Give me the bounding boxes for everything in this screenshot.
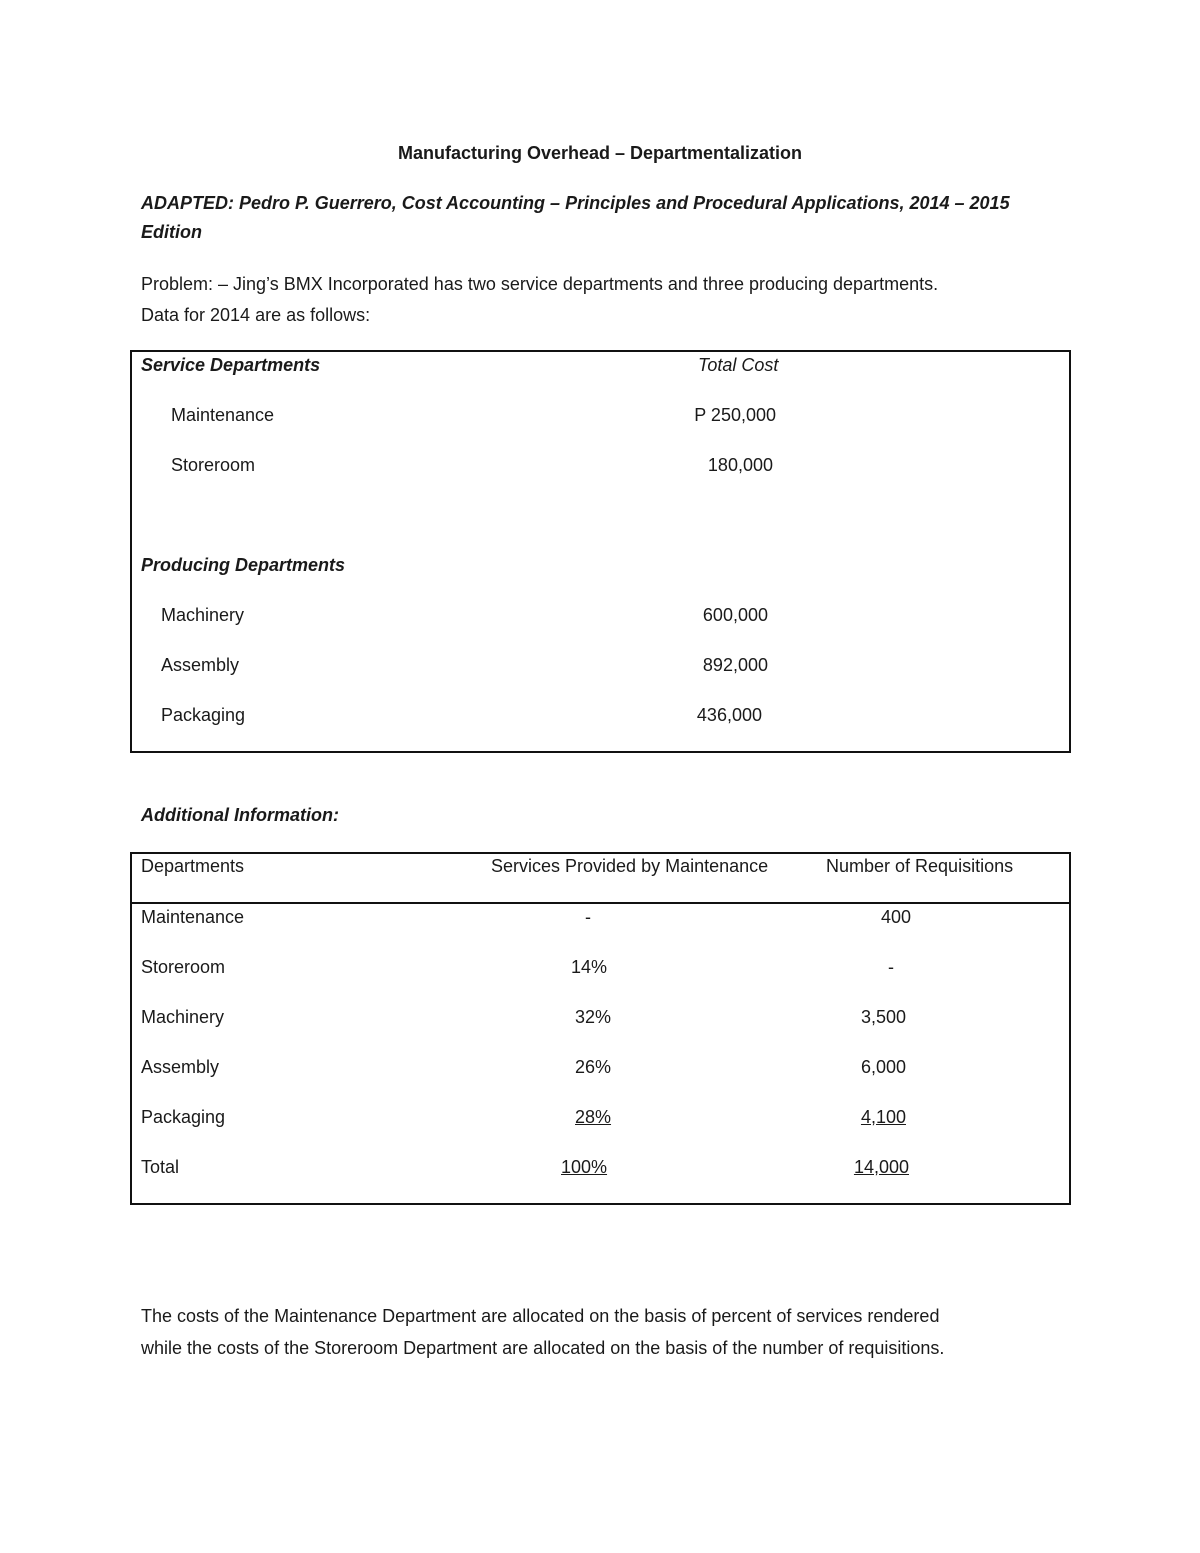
info-row-requisitions: 14,000 <box>853 1157 909 1177</box>
info-header-requisitions: Number of Requisitions <box>826 856 1014 876</box>
producing-row-packaging-cost: 436,000 <box>696 705 762 725</box>
producing-row-machinery-cost: 600,000 <box>702 605 768 625</box>
adapted-citation-line1: ADAPTED: Pedro P. Guerrero, Cost Accounting – Principles and Procedural Applications, 2014 – 2015 <box>141 193 1010 213</box>
problem-text-line1: Problem: – Jing’s BMX Incorporated has two service departments and three producing departments. <box>141 274 939 294</box>
additional-info-label: Additional Information: <box>141 805 339 825</box>
info-row-dept: Packaging <box>141 1107 226 1127</box>
info-row-dept: Storeroom <box>141 957 226 977</box>
info-row-requisitions: 6,000 <box>860 1057 906 1077</box>
info-row-dept: Machinery <box>141 1007 225 1027</box>
service-departments-header: Service Departments <box>141 355 321 375</box>
info-row-requisitions: 3,500 <box>860 1007 906 1027</box>
info-row-services: - <box>585 907 591 927</box>
producing-row-packaging-name: Packaging <box>161 705 246 725</box>
info-table-header-divider <box>130 902 1071 904</box>
service-row-maintenance-name: Maintenance <box>171 405 275 425</box>
service-row-storeroom-cost: 180,000 <box>707 455 773 475</box>
info-row-requisitions: - <box>888 957 894 977</box>
info-row-services: 100% <box>561 1157 608 1177</box>
producing-row-assembly-name: Assembly <box>161 655 240 675</box>
producing-row-assembly-cost: 892,000 <box>702 655 768 675</box>
info-row-dept: Maintenance <box>141 907 245 927</box>
info-row-dept: Assembly <box>141 1057 220 1077</box>
info-row-services: 26% <box>575 1057 612 1077</box>
info-header-departments: Departments <box>141 856 245 876</box>
info-row-dept: Total <box>141 1157 180 1177</box>
producing-row-machinery-name: Machinery <box>161 605 245 625</box>
page-title: Manufacturing Overhead – Departmentalization <box>397 143 803 163</box>
info-table <box>130 852 1071 1205</box>
problem-text-line2: Data for 2014 are as follows: <box>141 305 371 325</box>
total-cost-header: Total Cost <box>698 355 779 375</box>
info-row-services: 32% <box>575 1007 612 1027</box>
info-row-requisitions: 400 <box>880 907 911 927</box>
service-row-storeroom-name: Storeroom <box>171 455 256 475</box>
adapted-citation-line2: Edition <box>141 222 202 242</box>
producing-departments-header: Producing Departments <box>141 555 346 575</box>
info-row-requisitions: 4,100 <box>860 1107 906 1127</box>
service-row-maintenance-cost: P 250,000 <box>694 405 776 425</box>
info-header-services: Services Provided by Maintenance <box>491 856 769 876</box>
closing-text-line2: while the costs of the Storeroom Department are allocated on the basis of the number of requisitions. <box>141 1338 945 1358</box>
closing-text-line1: The costs of the Maintenance Department are allocated on the basis of percent of services rendered <box>141 1306 940 1326</box>
info-row-services: 14% <box>571 957 608 977</box>
info-row-services: 28% <box>575 1107 612 1127</box>
